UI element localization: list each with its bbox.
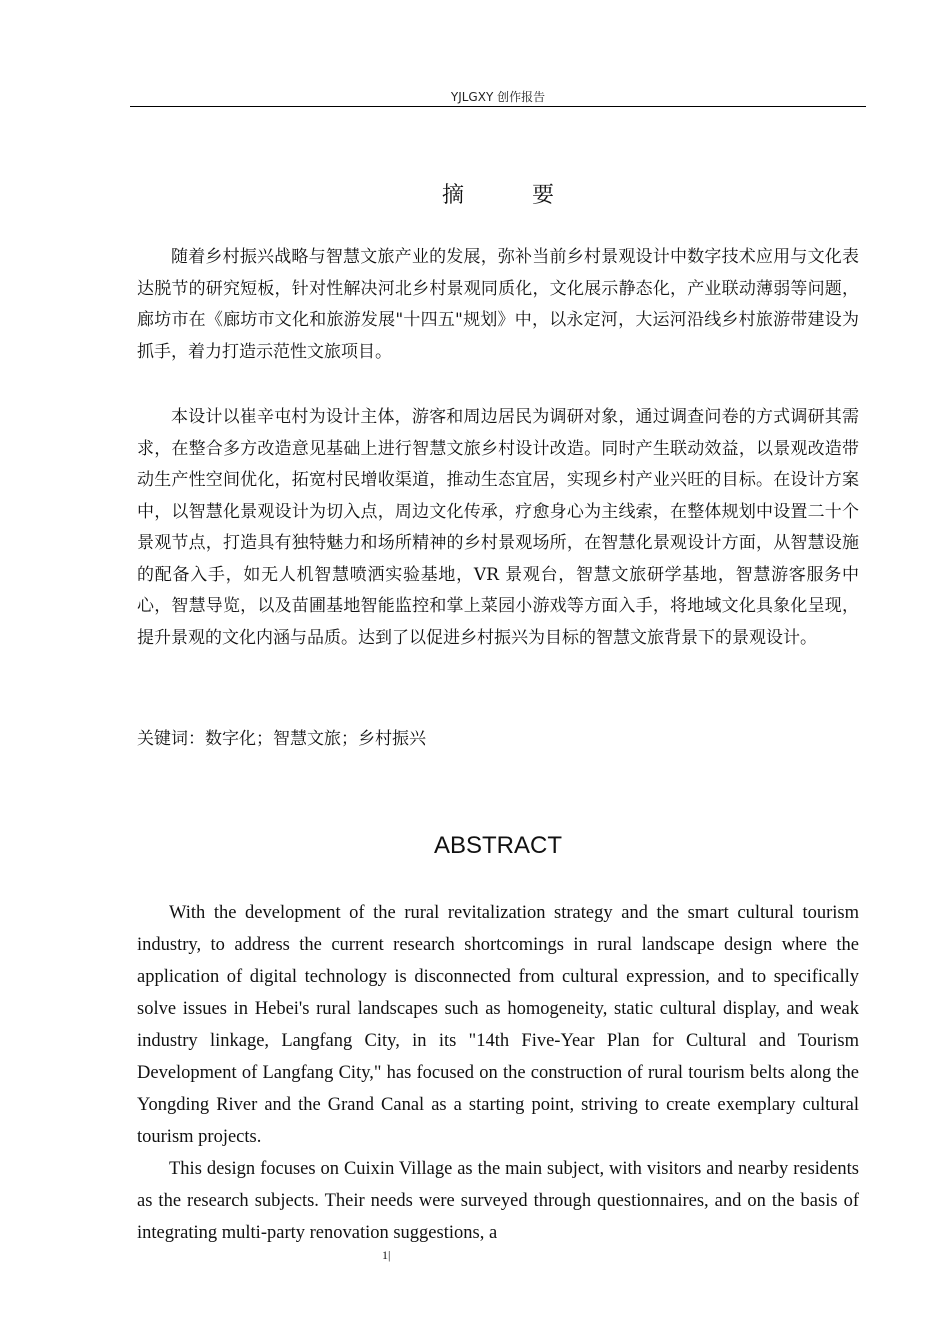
chinese-abstract-title: 摘要 [441,183,622,208]
chinese-abstract-paragraph-2: 本设计以崔辛屯村为设计主体，游客和周边居民为调研对象，通过调查问卷的方式调研其需求，在整合多方改造意见基础上进行智慧文旅乡村设计改造。同时产生联动效益，以景观改造带动生产性空间优化，拓宽村民增收渠道，推动生态宜居，实现乡村产业兴旺的目标。在设计方案中，以智慧化景观设计为切入点，周边文化传承，疗愈身心为主线索，在整体规划中设置二十个景观节点，打造具有独特魅力和场所精神的乡村景观场所，在智慧化景观设计方面，从智慧设施的配备入手，如无人机智慧喷洒实验基地，VR 景观台，智慧文旅研学基地，智慧游客服务中心，智慧导览，以及苗圃基地智能监控和掌上菜园小游戏等方面入手，将地域文化具象化呈现，提升景观的文化内涵与品质。达到了以促进乡村振兴为目标的智慧文旅背景下的景观设计。 [137,407,859,648]
header-divider [130,106,866,107]
keywords-label: 关键词： [137,729,205,749]
page-number: 1| [382,1248,391,1262]
english-abstract-paragraph-1: With the development of the rural revitalization strategy and the smart cultural tourism industry, to address the current research shortcomings in rural landscape design where the application of digital technology is disconnected from cultural expression, and to specifically solve issues in Hebei's rural landscapes such as homogeneity, static cultural display, and weak industry linkage, Langfang City, in its "14th Five-Year Plan for Cultural and Tourism Development of Langfang City," has focused on the construction of rural tourism belts along the Yongding River and the Grand Canal as a starting point, striving to create exemplary cultural tourism projects. [137,903,859,1147]
running-header: YJLGXY 创作报告 [450,90,546,104]
english-abstract-title: ABSTRACT [433,832,562,859]
chinese-abstract-paragraph-1: 随着乡村振兴战略与智慧文旅产业的发展，弥补当前乡村景观设计中数字技术应用与文化表达脱节的研究短板，针对性解决河北乡村景观同质化，文化展示静态化，产业联动薄弱等问题，廊坊市在《廊坊市文化和旅游发展"十四五"规划》中，以永定河，大运河沿线乡村旅游带建设为抓手，着力打造示范性文旅项目。 [137,247,859,362]
english-abstract-paragraph-2: This design focuses on Cuixin Village as the main subject, with visitors and nearby residents as the research subjects. Their needs were surveyed through questionnaires, and on the basis of integrating multi-party renovation suggestions, a [137,1159,859,1243]
keywords-value: 数字化；智慧文旅；乡村振兴 [205,729,426,749]
keywords-line [137,724,859,754]
